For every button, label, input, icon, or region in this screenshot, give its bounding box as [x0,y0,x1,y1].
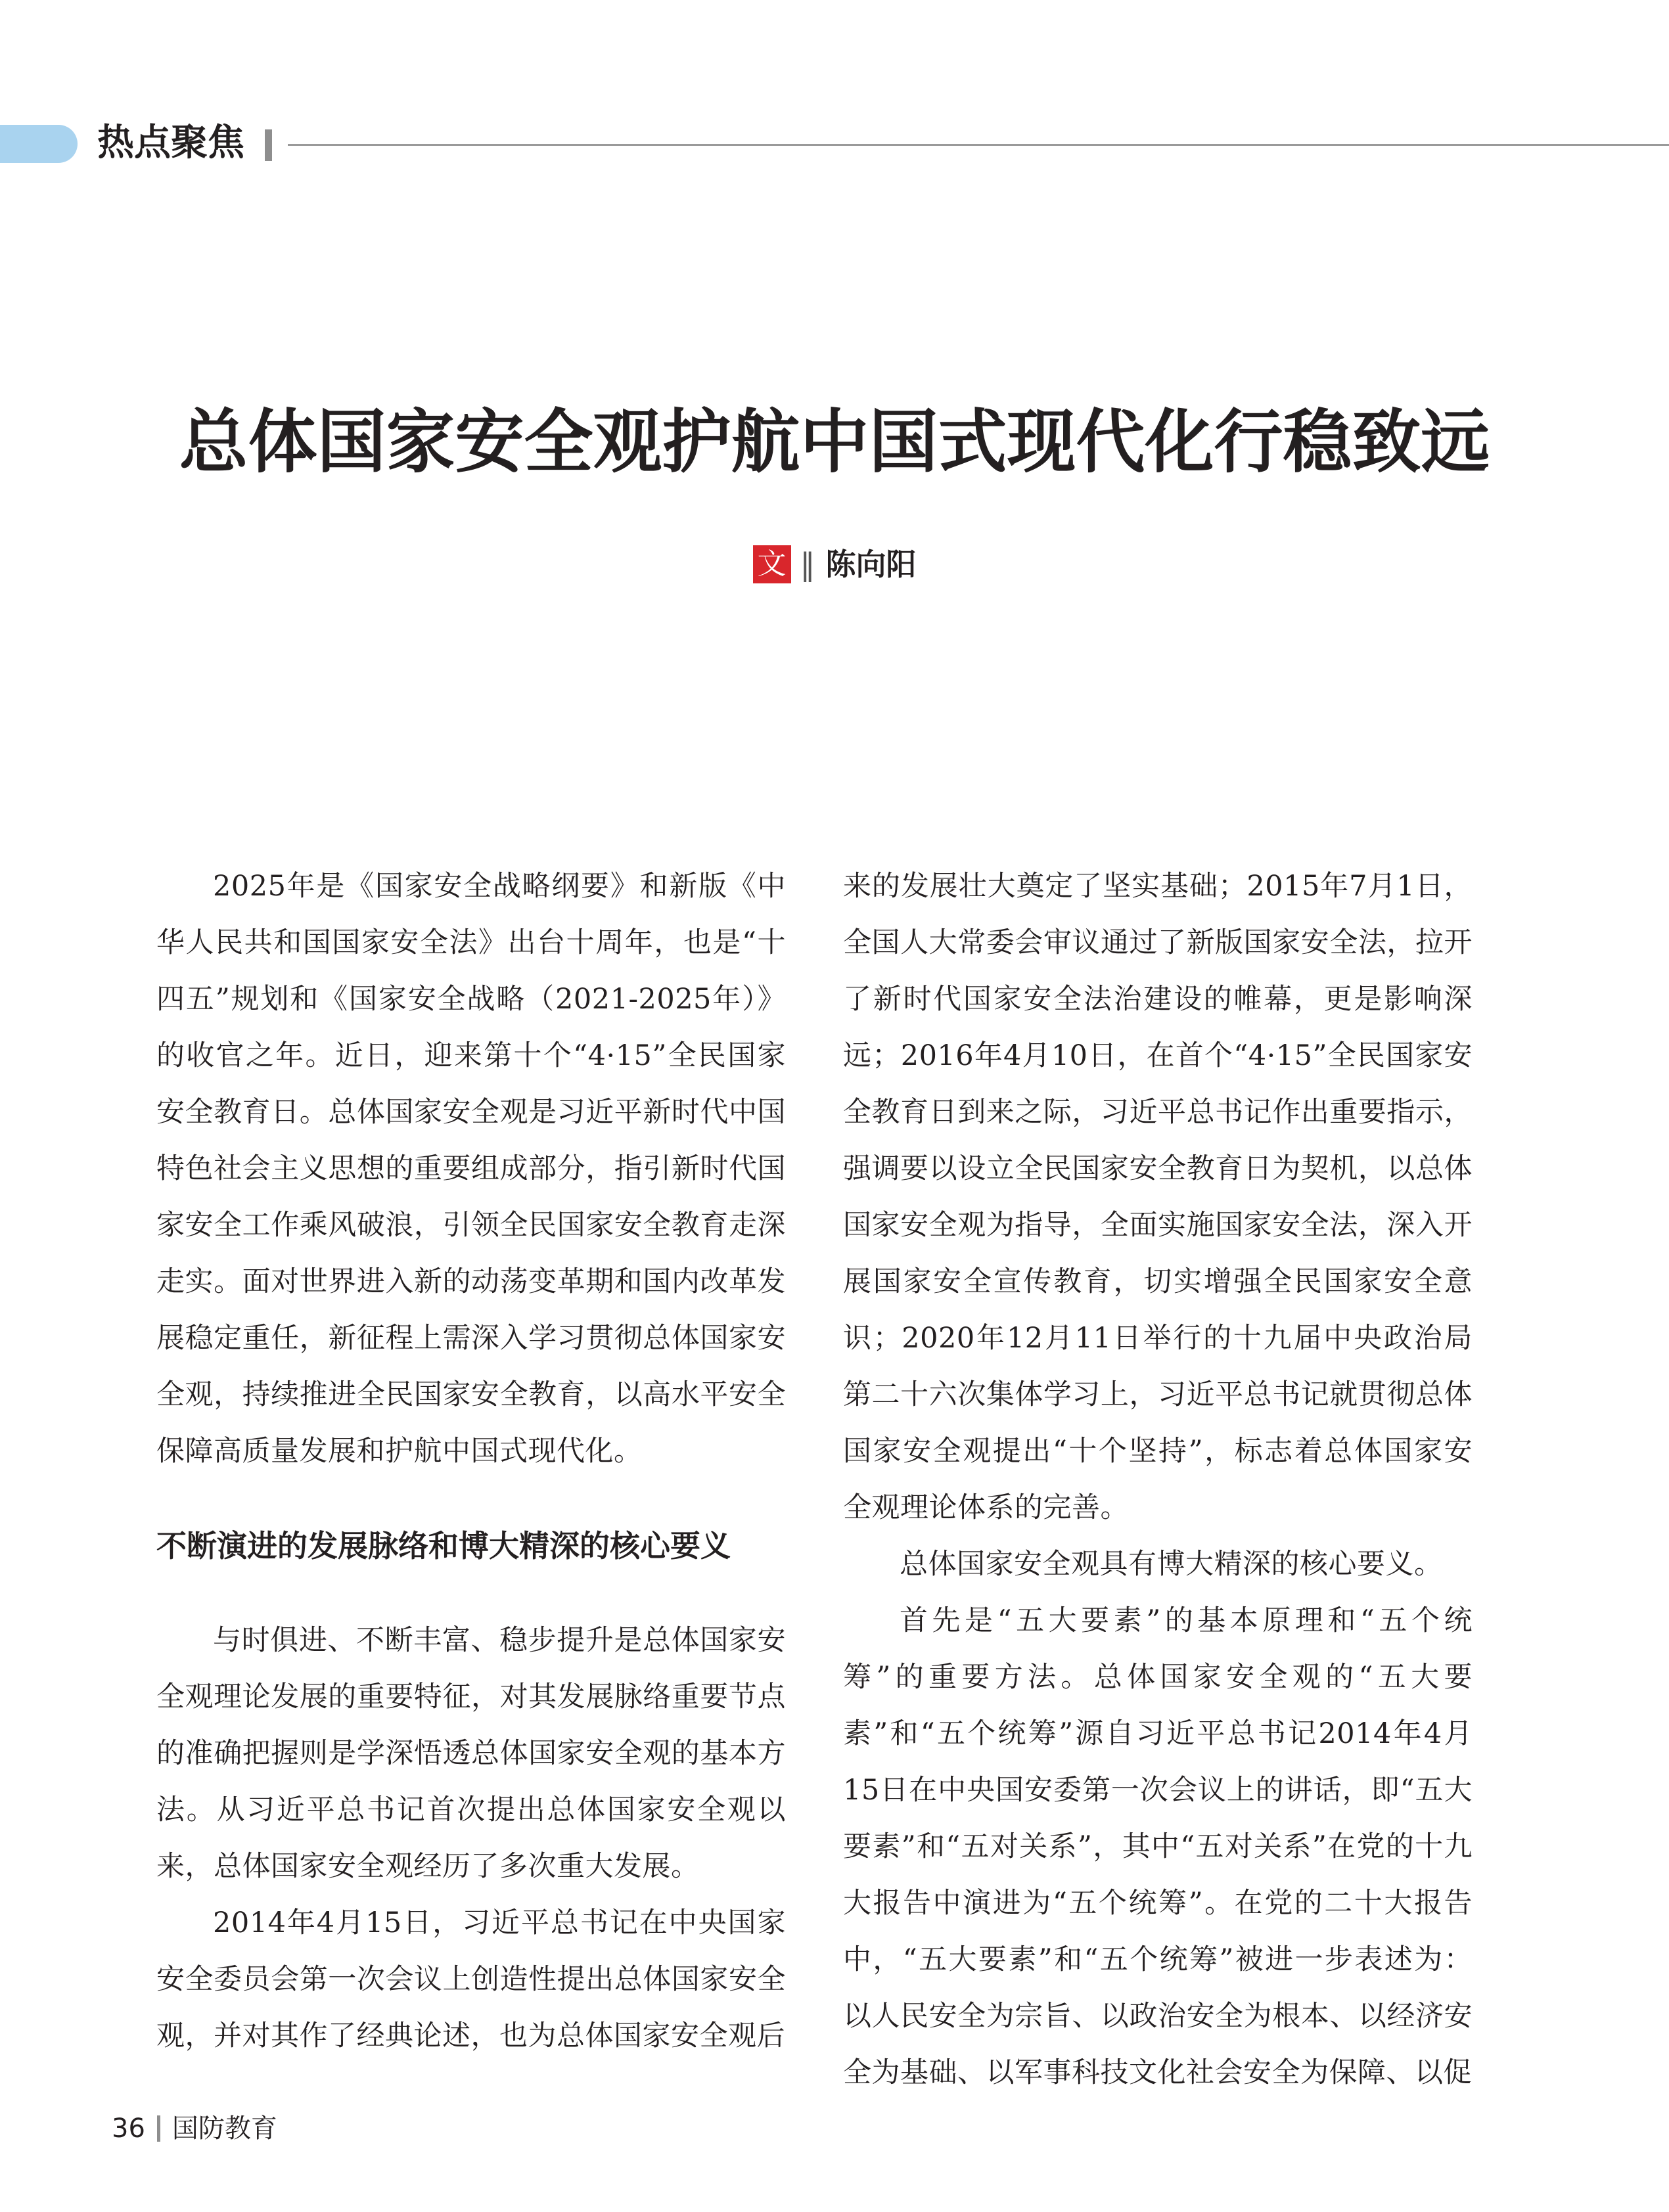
left-column [156,858,786,2064]
section-separator-bar [265,129,272,161]
footer-separator-bar [157,2115,160,2142]
paragraph: 2014年4月15日，习近平总书记在中央国家安全委员会第一次会议上创造性提出总体国家安全观，并对其作了经典论述，也为总体国家安全观后 [156,1907,786,2052]
section-subheading: 不断演进的发展脉络和博大精深的核心要义 [156,1528,731,1564]
page-footer [112,2108,277,2148]
section-tab-marker [0,125,78,163]
section-label: 热点聚焦 [97,122,244,164]
author-name: 陈向阳 [825,546,917,582]
right-column [843,858,1473,2101]
paragraph: 来的发展壮大奠定了坚实基础；2015年7月1日，全国人大常委会审议通过了新版国家安全法，拉开了新时代国家安全法治建设的帷幕，更是影响深远；2016年4月10日，在首个“4·15”全民国家安全教育日到来之际，习近平总书记作出重要指示，强调要以设立全民国家安全教育日为契机，以总体国家安全观为指导，全面实施国家安全法，深入开展国家安全宣传教育，切实增强全民国家安全意识；2020年12月11日举行的十九届中央政治局第二十六次集体学习上，习近平总书记就贯彻总体国家安全观提出“十个坚持”，标志着总体国家安全观理论体系的完善。 [843,870,1473,1524]
page-number: 36 [112,2113,145,2144]
paragraph: 首先是“五大要素”的基本原理和“五个统筹”的重要方法。总体国家安全观的“五大要素”和“五个统筹”源自习近平总书记2014年4月15日在中央国安委第一次会议上的讲话，即“五大要素”和“五对关系”，其中“五对关系”在党的十九大报告中演进为“五个统筹”。在党的二十大报告中，“五大要素”和“五个统筹”被进一步表述为：以人民安全为宗旨、以政治安全为根本、以经济安全为基础、以军事科技文化社会安全为保障、以促 [843,1604,1473,2089]
byline-separator: ‖ [800,546,815,582]
article-title: 总体国家安全观护航中国式现代化行稳致远 [179,402,1490,482]
publication-name: 国防教育 [171,2113,277,2144]
byline-mark: 文 [753,545,791,583]
header-rule [288,144,1669,146]
paragraph: 2025年是《国家安全战略纲要》和新版《中华人民共和国国家安全法》出台十周年，也是“十四五”规划和《国家安全战略（2021-2025年）》的收官之年。近日，迎来第十个“4·15”全民国家安全教育日。总体国家安全观是习近平新时代中国特色社会主义思想的重要组成部分，指引新时代国家安全工作乘风破浪，引领全民国家安全教育走深走实。面对世界进入新的动荡变革期和国内改革发展稳定重任，新征程上需深入学习贯彻总体国家安全观，持续推进全民国家安全教育，以高水平安全保障高质量发展和护航中国式现代化。 [156,870,786,1468]
byline [0,539,1669,587]
paragraph: 与时俱进、不断丰富、稳步提升是总体国家安全观理论发展的重要特征，对其发展脉络重要节点的准确把握则是学深悟透总体国家安全观的基本方法。从习近平总书记首次提出总体国家安全观以来，总体国家安全观经历了多次重大发展。 [156,1624,786,1883]
paragraph: 总体国家安全观具有博大精深的核心要义。 [900,1548,1443,1581]
